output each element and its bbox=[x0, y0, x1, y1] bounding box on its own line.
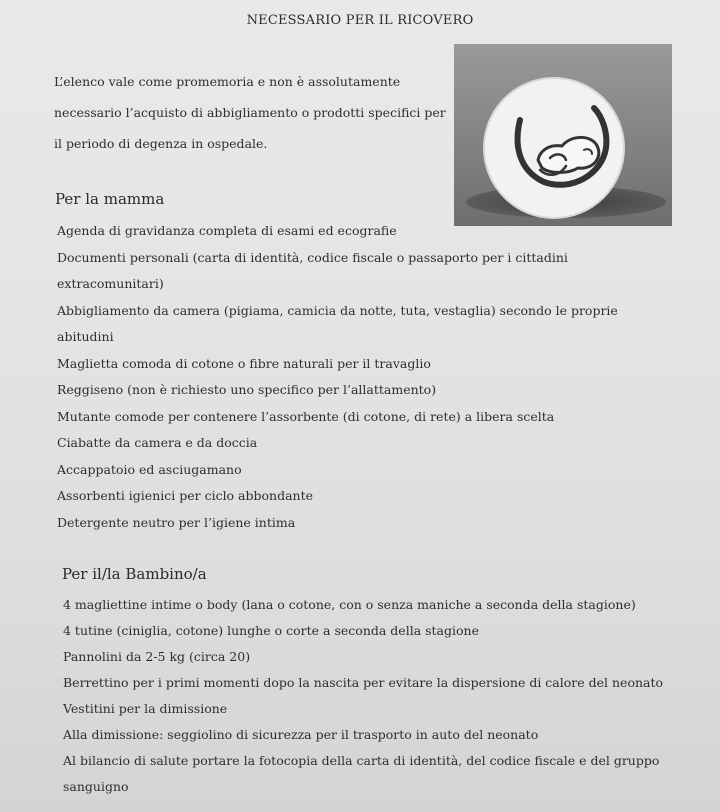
intro-line: necessario l’acquisto di abbigliamento o prodotti specifici per bbox=[54, 105, 446, 120]
intro-line: il periodo di degenza in ospedale. bbox=[54, 136, 268, 151]
list-item: sanguigno bbox=[63, 779, 129, 794]
intro-line: L’elenco vale come promemoria e non è assolutamente bbox=[54, 74, 401, 89]
list-item: Mutante comode per contenere l’assorbente (di cotone, di rete) a libera scelta bbox=[57, 408, 555, 424]
list-item: 4 tutine (ciniglia, cotone) lunghe o corte a seconda della stagione bbox=[63, 623, 479, 638]
bambino-items-list bbox=[63, 592, 663, 800]
list-item: Vestitini per la dimissione bbox=[63, 701, 228, 716]
list-item: Alla dimissione: seggiolino di sicurezza per il trasporto in auto del neonato bbox=[63, 727, 539, 742]
mamma-items-list bbox=[57, 218, 618, 536]
list-item: abitudini bbox=[57, 329, 114, 344]
list-item: Al bilancio di salute portare la fotocopia della carta di identità, del codice fiscale e del gruppo bbox=[63, 753, 660, 768]
section-heading-mamma: Per la mamma bbox=[55, 190, 165, 208]
list-item: extracomunitari) bbox=[57, 276, 164, 291]
section-heading-bambino: Per il/la Bambino/a bbox=[62, 565, 207, 583]
list-item: Accappatoio ed asciugamano bbox=[57, 461, 242, 477]
document-title: NECESSARIO PER IL RICOVERO bbox=[246, 13, 474, 28]
list-item: Assorbenti igienici per ciclo abbondante bbox=[57, 488, 314, 503]
list-item: 4 magliettine intime o body (lana o cotone, con o senza maniche a seconda della stagione) bbox=[63, 597, 636, 612]
list-item: Pannolini da 2-5 kg (circa 20) bbox=[63, 649, 251, 664]
intro-paragraph bbox=[54, 66, 454, 159]
list-item: Maglietta comoda di cotone o fibre naturali per il travaglio bbox=[57, 355, 431, 371]
list-item: Documenti personali (carta di identità, codice fiscale o passaporto per i cittadini bbox=[57, 249, 568, 265]
list-item: Detergente neutro per l’igiene intima bbox=[57, 514, 296, 530]
list-item: Agenda di gravidanza completa di esami ed ecografie bbox=[57, 223, 397, 238]
list-item: Berrettino per i primi momenti dopo la nascita per evitare la dispersione di calore del neonato bbox=[63, 675, 664, 690]
list-item: Ciabatte da camera e da doccia bbox=[57, 435, 258, 450]
list-item: Abbigliamento da camera (pigiama, camicia da notte, tuta, vestaglia) secondo le proprie bbox=[57, 302, 618, 318]
baby-in-womb-icon bbox=[454, 44, 672, 226]
list-item: Reggiseno (non è richiesto uno specifico per l’allattamento) bbox=[57, 382, 437, 397]
